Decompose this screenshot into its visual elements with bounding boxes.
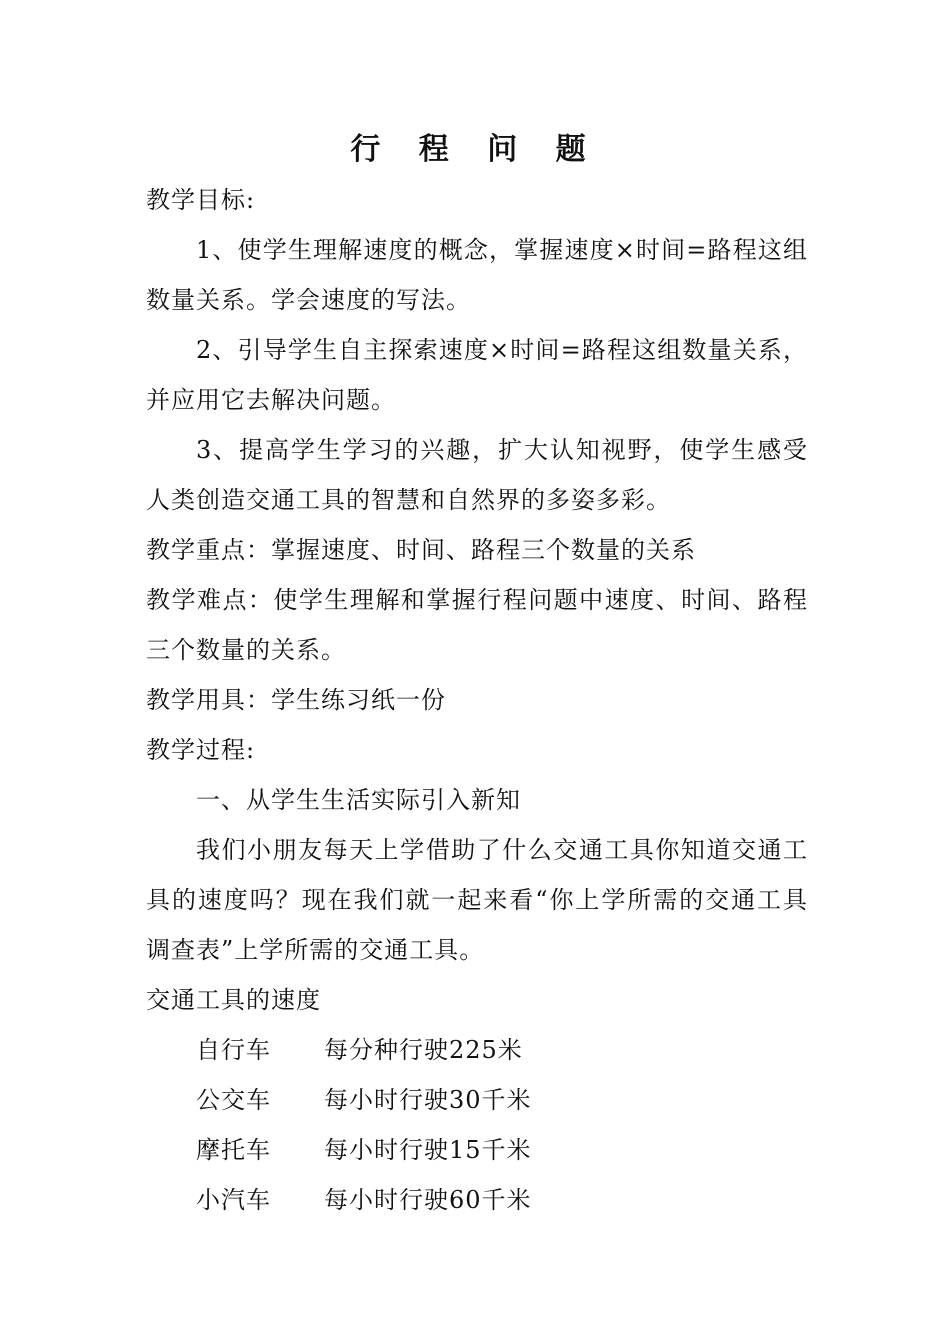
document-body: [146, 175, 808, 1225]
process-heading: 教学过程:: [146, 736, 256, 764]
vehicle-name: 小汽车: [196, 1186, 271, 1214]
objective-1: 1、使学生理解速度的概念，掌握速度×时间=路程这组数量关系。学会速度的写法。: [146, 236, 808, 314]
objectives-heading: 教学目标:: [146, 186, 256, 214]
vehicle-speed: 每小时行驶60千米: [324, 1186, 532, 1214]
step-1-text: 我们小朋友每天上学借助了什么交通工具你知道交通工具的速度吗？现在我们就一起来看“你上学所需的交通工具调查表”上学所需的交通工具。: [146, 836, 808, 964]
vehicle-name: 自行车: [196, 1036, 271, 1064]
vehicle-row-bus: [146, 1075, 808, 1125]
page-title: 行 程 问 题: [350, 132, 600, 167]
teaching-tools: 教学用具：学生练习纸一份: [146, 686, 446, 714]
objective-2: 2、引导学生自主探索速度×时间=路程这组数量关系，并应用它去解决问题。: [146, 336, 808, 414]
difficulty: 教学难点：使学生理解和掌握行程问题中速度、时间、路程三个数量的关系。: [146, 586, 808, 664]
vehicle-row-motorcycle: [146, 1125, 808, 1175]
speed-heading: 交通工具的速度: [146, 986, 321, 1014]
vehicle-name: 摩托车: [196, 1136, 271, 1164]
vehicle-row-car: [146, 1175, 808, 1225]
objective-3: 3、提高学生学习的兴趣，扩大认知视野，使学生感受人类创造交通工具的智慧和自然界的多姿多彩。: [146, 436, 808, 514]
vehicle-name: 公交车: [196, 1086, 271, 1114]
vehicle-speed: 每小时行驶15千米: [324, 1136, 532, 1164]
vehicle-speed: 每分种行驶225米: [324, 1036, 523, 1064]
step-1-heading: 一、从学生生活实际引入新知: [196, 786, 521, 814]
vehicle-speed: 每小时行驶30千米: [324, 1086, 532, 1114]
vehicle-row-bicycle: [146, 1025, 808, 1075]
key-point: 教学重点：掌握速度、时间、路程三个数量的关系: [146, 536, 696, 564]
